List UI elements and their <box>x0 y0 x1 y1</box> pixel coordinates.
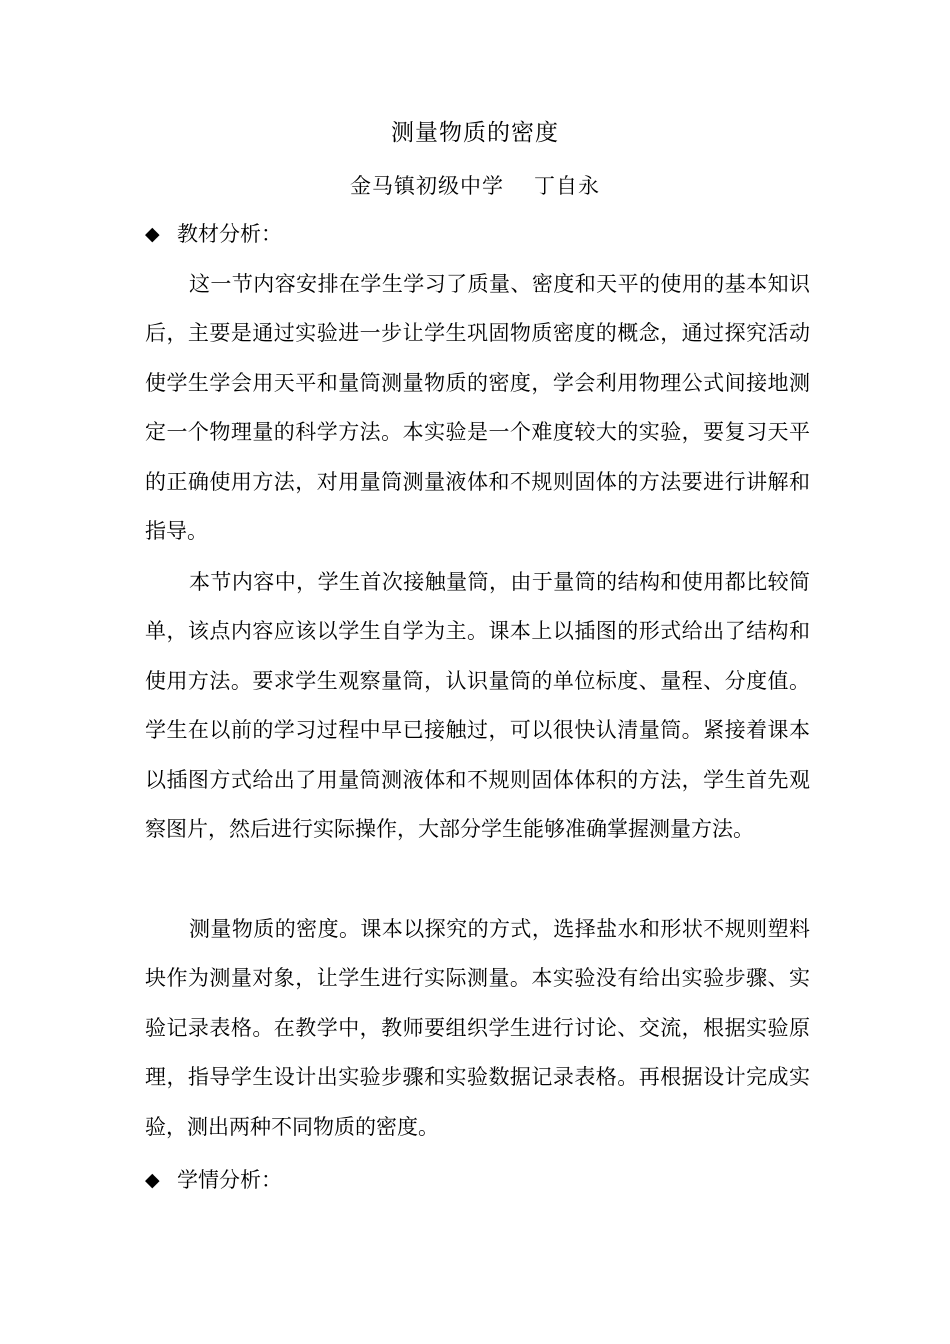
section-heading-label: 学情分析： <box>177 1168 282 1192</box>
diamond-bullet-icon: ◆ <box>145 1169 160 1191</box>
diamond-bullet-icon: ◆ <box>145 223 160 245</box>
paragraph-textbook-2: 本节内容中，学生首次接触量筒，由于量筒的结构和使用都比较简单，该点内容应该以学生自学为主。课本上以插图的形式给出了结构和使用方法。要求学生观察量筒，认识量筒的单位标度、量程、分度值。学生在以前的学习过程中早已接触过，可以很快认清量筒。紧接着课本以插图方式给出了用量筒测液体和不规则固体体积的方法，学生首先观察图片，然后进行实际操作，大部分学生能够准确掌握测量方法。 <box>145 570 810 842</box>
paragraph-textbook-1: 这一节内容安排在学生学习了质量、密度和天平的使用的基本知识后，主要是通过实验进一步让学生巩固物质密度的概念，通过探究活动使学生学会用天平和量筒测量物质的密度，学会利用物理公式间接地测定一个物理量的科学方法。本实验是一个难度较大的实验，要复习天平的正确使用方法，对用量筒测量液体和不规则固体的方法要进行讲解和指导。 <box>145 272 810 544</box>
paragraph-textbook-3: 测量物质的密度。课本以探究的方式，选择盐水和形状不规则塑料块作为测量对象，让学生进行实际测量。本实验没有给出实验步骤、实验记录表格。在教学中，教师要组织学生进行讨论、交流，根据实验原理，指导学生设计出实验步骤和实验数据记录表格。再根据设计完成实验，测出两种不同物质的密度。 <box>145 917 810 1139</box>
section-heading-student-analysis <box>145 1160 282 1200</box>
author-line <box>0 166 950 206</box>
document-title: 测量物质的密度 <box>391 120 559 146</box>
section-heading-label: 教材分析： <box>177 222 282 246</box>
author-name: 丁自永 <box>534 174 600 198</box>
section-heading-textbook-analysis <box>145 214 282 254</box>
author-school: 金马镇初级中学 <box>350 174 504 198</box>
